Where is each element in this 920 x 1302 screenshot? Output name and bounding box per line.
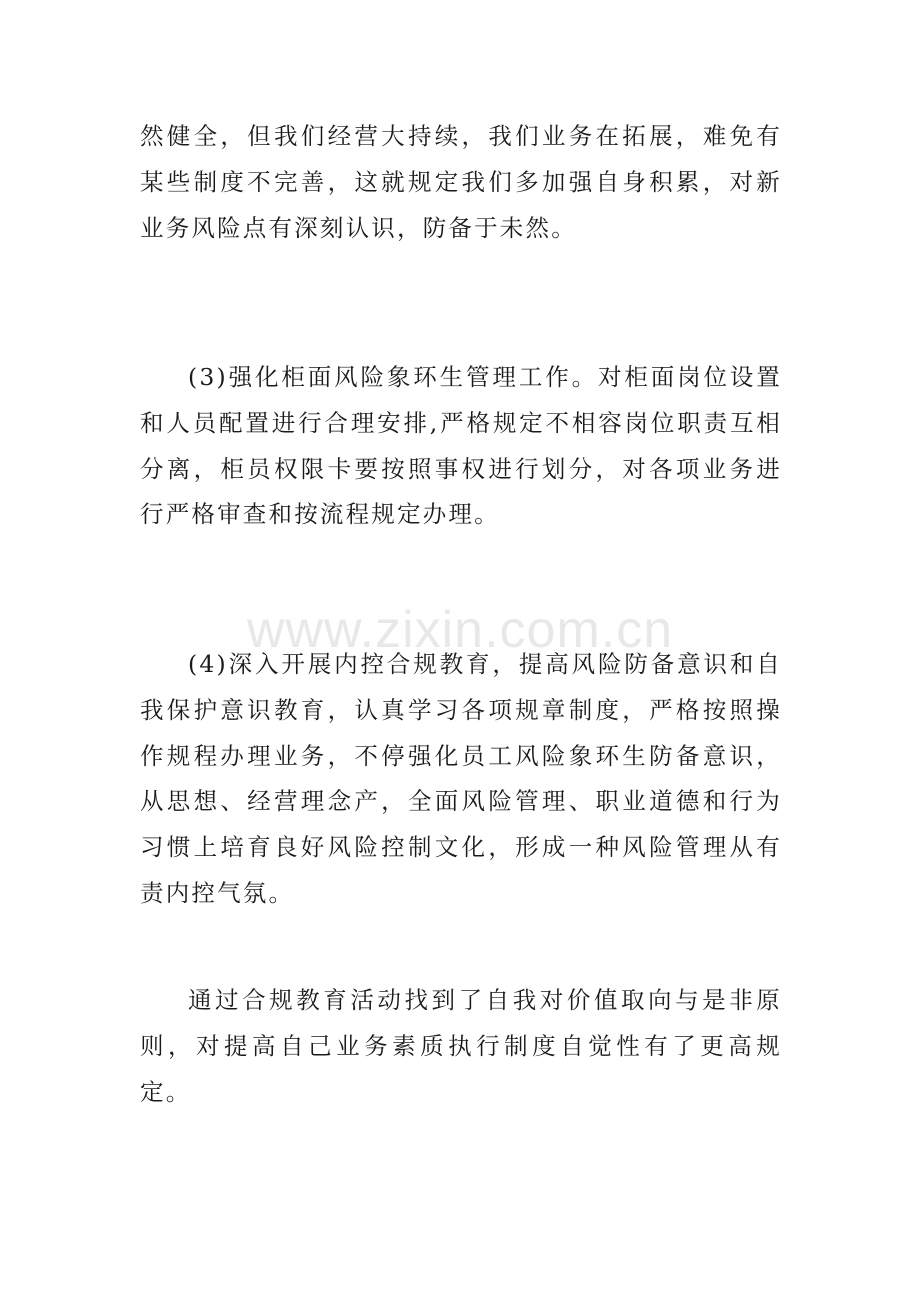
paragraph-conclusion: 通过合规教育活动找到了自我对价值取向与是非原则，对提高自己业务素质执行制度自觉性有了更高规定。 [140,986,782,1106]
paragraph-item-3: (3)强化柜面风险象环生管理工作。对柜面岗位设置和人员配置进行合理安排,严格规定不相容岗位职责互相分离，柜员权限卡要按照事权进行划分，对各项业务进行严格审查和按流程规定办理。 [140,363,782,529]
paragraph-item-4: (4)深入开展内控合规教育，提高风险防备意识和自我保护意识教育，认真学习各项规章制度，严格按照操作规程办理业务，不停强化员工风险象环生防备意识，从思想、经营理念产，全面风险管理、职业道德和行为习惯上培育良好风险控制文化，形成一种风险管理从有责内控气氛。 [140,650,782,907]
watermark-text: www.zixin.com.cn [246,601,674,659]
paragraph-continuation: 然健全，但我们经营大持续，我们业务在拓展，难免有某些制度不完善，这就规定我们多加强自身积累，对新业务风险点有深刻认识，防备于未然。 [140,122,782,242]
